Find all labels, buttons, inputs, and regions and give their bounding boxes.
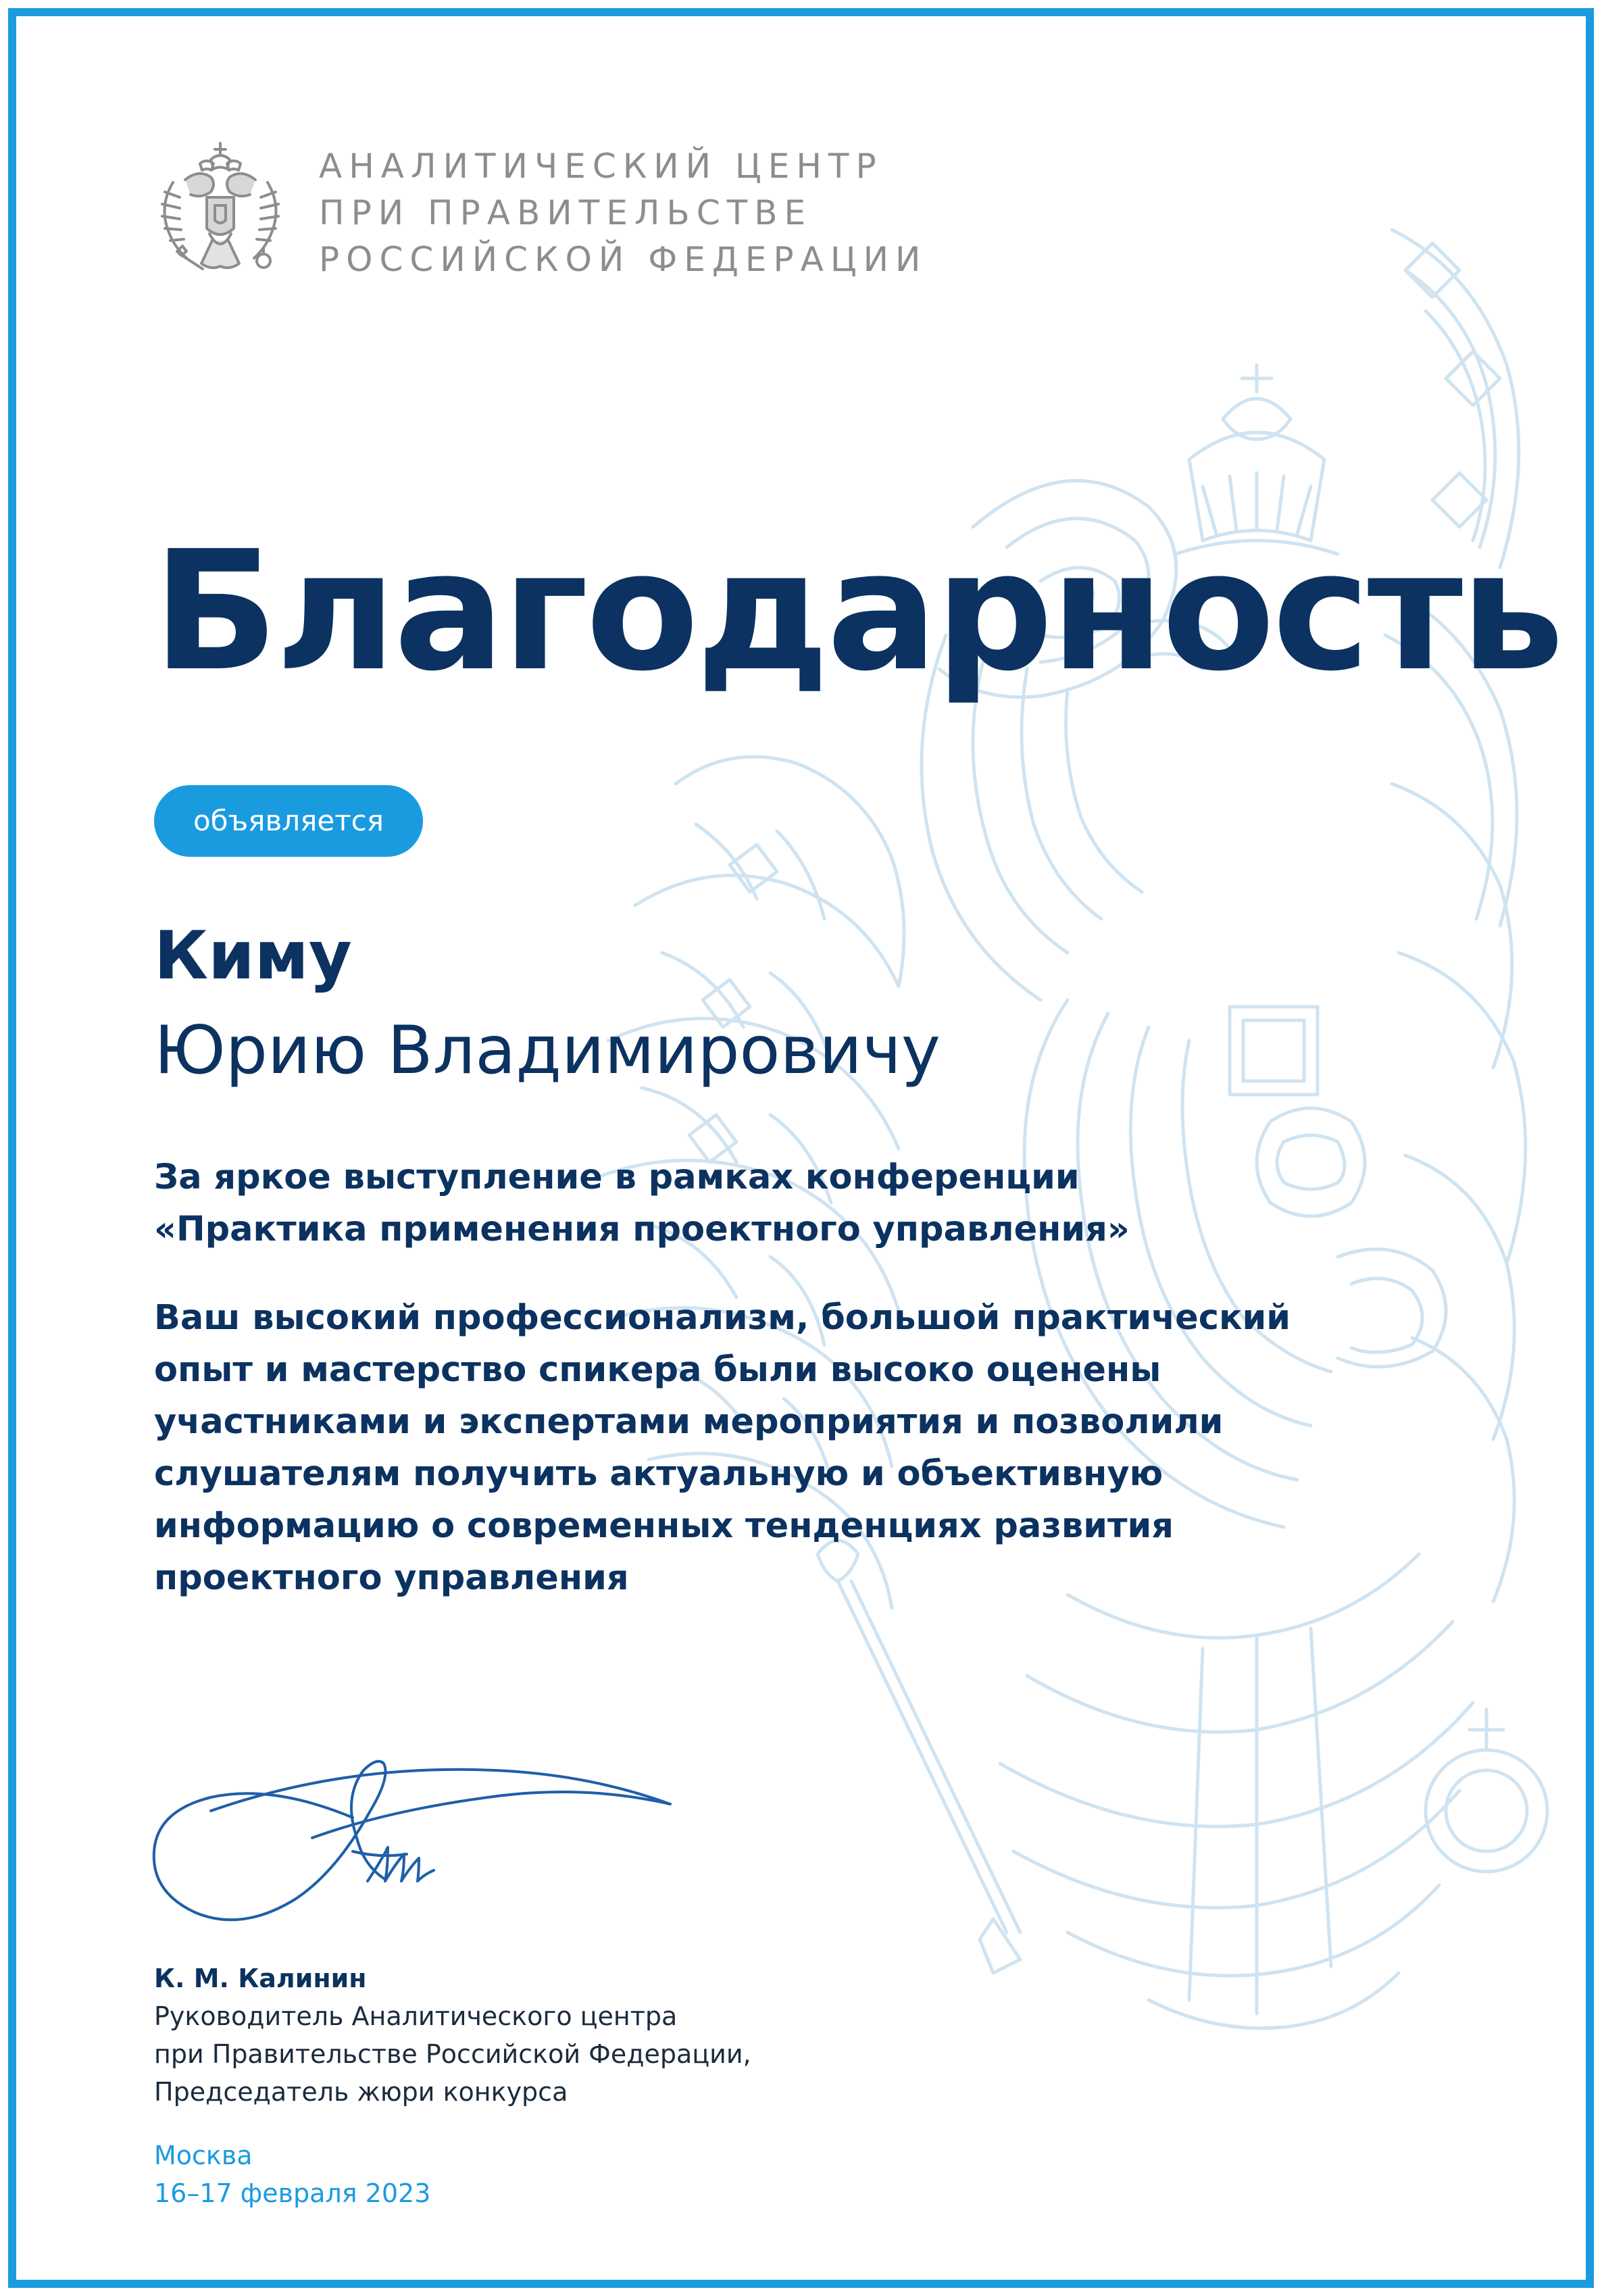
recipient-name-patronymic: Юрию Владимировичу [154,1012,941,1089]
organization-logo [153,139,928,281]
appreciation-text-line-6: проектного управления [154,1558,629,1598]
certificate-title: Благодарность [153,516,1562,707]
appreciation-text-line-2: опыт и мастерство спикера были высоко оценены [154,1350,1161,1390]
event-date: 16–17 февраля 2023 [154,2178,431,2208]
award-reason-line-1: За яркое выступление в рамках конференции [154,1157,1080,1197]
place-and-date [154,2137,430,2212]
double-headed-eagle-icon [153,139,288,281]
announcement-badge: объявляется [154,785,423,857]
appreciation-text-line-5: информацию о современных тенденциях развития [154,1506,1174,1546]
organization-name-line-3: РОССИЙСКОЙ ФЕДЕРАЦИИ [319,240,928,279]
signer-name: К. М. Калинин [154,1964,367,1993]
watermark-tail-icon [1000,1554,1473,2028]
appreciation-text-line-4: слушателям получить актуальную и объективную [154,1454,1163,1494]
organization-name-line-1: АНАЛИТИЧЕСКИЙ ЦЕНТР [319,147,883,186]
signer-position-line-2: при Правительстве Российской Федерации, [154,2039,751,2069]
appreciation-text-line-3: участниками и экспертами мероприятия и позволили [154,1402,1224,1442]
organization-name-line-2: ПРИ ПРАВИТЕЛЬСТВЕ [319,193,813,232]
watermark-scepter-icon [818,1541,1020,1973]
place-city: Москва [154,2141,253,2170]
award-reason-line-2: «Практика применения проектного управления» [154,1209,1130,1249]
award-reason [154,1151,1492,1255]
handwritten-signature [150,1743,677,1926]
eagle-watermark-icon [595,108,1595,2101]
organization-name [319,143,927,283]
appreciation-text [154,1292,1492,1604]
signer-block [154,1960,751,2111]
signer-position-line-3: Председатель жюри конкурса [154,2077,568,2107]
appreciation-text-line-1: Ваш высокий профессионализм, большой практический [154,1298,1291,1338]
recipient-surname: Киму [154,918,352,995]
signer-position-line-1: Руководитель Аналитического центра [154,2001,678,2031]
